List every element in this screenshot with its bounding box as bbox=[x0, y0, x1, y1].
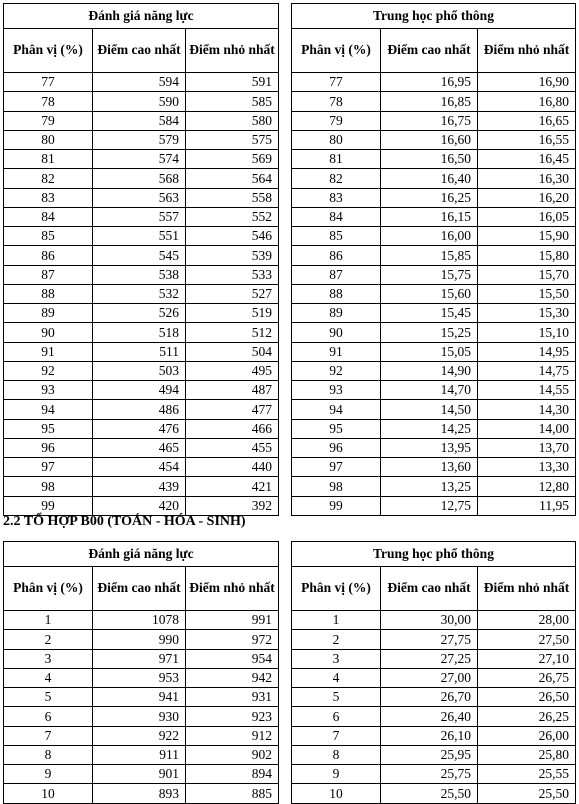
min-score-cell: 519 bbox=[186, 304, 279, 323]
table-row bbox=[292, 227, 576, 246]
percentile-cell: 86 bbox=[4, 246, 93, 265]
max-score-cell: 922 bbox=[93, 726, 186, 745]
min-score-cell: 16,45 bbox=[478, 150, 576, 169]
max-score-cell: 901 bbox=[93, 765, 186, 784]
percentile-cell: 89 bbox=[292, 304, 381, 323]
max-score-cell: 15,85 bbox=[381, 246, 478, 265]
table-row bbox=[4, 150, 279, 169]
percentile-cell: 88 bbox=[4, 284, 93, 303]
table-row bbox=[292, 207, 576, 226]
percentile-cell: 96 bbox=[4, 438, 93, 457]
table-row bbox=[292, 419, 576, 438]
table-row bbox=[4, 92, 279, 111]
min-score-cell: 580 bbox=[186, 111, 279, 130]
min-score-cell: 902 bbox=[186, 745, 279, 764]
table-row bbox=[4, 784, 279, 803]
table-row bbox=[292, 150, 576, 169]
table-row bbox=[292, 130, 576, 149]
percentile-cell: 90 bbox=[4, 323, 93, 342]
percentile-cell: 82 bbox=[292, 169, 381, 188]
table-row bbox=[292, 745, 576, 764]
col-header-min: Điểm nhỏ nhất bbox=[478, 567, 576, 611]
table-caption: Trung học phổ thông bbox=[292, 542, 576, 567]
max-score-cell: 27,75 bbox=[381, 630, 478, 649]
percentile-cell: 80 bbox=[4, 130, 93, 149]
top-thpt-table bbox=[291, 3, 576, 516]
percentile-cell: 78 bbox=[4, 92, 93, 111]
percentile-cell: 87 bbox=[292, 265, 381, 284]
col-header-min: Điểm nhỏ nhất bbox=[186, 29, 279, 73]
percentile-cell: 94 bbox=[292, 400, 381, 419]
max-score-cell: 590 bbox=[93, 92, 186, 111]
percentile-cell: 99 bbox=[292, 496, 381, 515]
percentile-cell: 92 bbox=[4, 361, 93, 380]
table-row bbox=[4, 130, 279, 149]
min-score-cell: 14,30 bbox=[478, 400, 576, 419]
max-score-cell: 25,95 bbox=[381, 745, 478, 764]
min-score-cell: 16,80 bbox=[478, 92, 576, 111]
min-score-cell: 25,55 bbox=[478, 765, 576, 784]
percentile-cell: 81 bbox=[4, 150, 93, 169]
table-row bbox=[292, 726, 576, 745]
min-score-cell: 16,05 bbox=[478, 207, 576, 226]
max-score-cell: 538 bbox=[93, 265, 186, 284]
min-score-cell: 15,90 bbox=[478, 227, 576, 246]
table-row bbox=[292, 323, 576, 342]
min-score-cell: 16,55 bbox=[478, 130, 576, 149]
min-score-cell: 954 bbox=[186, 649, 279, 668]
max-score-cell: 526 bbox=[93, 304, 186, 323]
table-row bbox=[4, 726, 279, 745]
max-score-cell: 420 bbox=[93, 496, 186, 515]
percentile-cell: 3 bbox=[4, 649, 93, 668]
table-row bbox=[4, 188, 279, 207]
table-row bbox=[292, 438, 576, 457]
table-row bbox=[292, 361, 576, 380]
min-score-cell: 558 bbox=[186, 188, 279, 207]
min-score-cell: 440 bbox=[186, 458, 279, 477]
max-score-cell: 971 bbox=[93, 649, 186, 668]
max-score-cell: 941 bbox=[93, 688, 186, 707]
min-score-cell: 16,30 bbox=[478, 169, 576, 188]
col-header-max: Điểm cao nhất bbox=[381, 567, 478, 611]
min-score-cell: 27,50 bbox=[478, 630, 576, 649]
table-row bbox=[292, 73, 576, 92]
table-row bbox=[4, 477, 279, 496]
percentile-cell: 2 bbox=[292, 630, 381, 649]
table-row bbox=[292, 707, 576, 726]
percentile-cell: 93 bbox=[4, 381, 93, 400]
max-score-cell: 16,60 bbox=[381, 130, 478, 149]
max-score-cell: 13,60 bbox=[381, 458, 478, 477]
percentile-cell: 4 bbox=[292, 668, 381, 687]
max-score-cell: 16,50 bbox=[381, 150, 478, 169]
table-row bbox=[292, 477, 576, 496]
percentile-cell: 84 bbox=[292, 207, 381, 226]
min-score-cell: 991 bbox=[186, 611, 279, 630]
max-score-cell: 518 bbox=[93, 323, 186, 342]
min-score-cell: 26,00 bbox=[478, 726, 576, 745]
min-score-cell: 931 bbox=[186, 688, 279, 707]
percentile-cell: 7 bbox=[4, 726, 93, 745]
max-score-cell: 584 bbox=[93, 111, 186, 130]
percentile-cell: 96 bbox=[292, 438, 381, 457]
percentile-cell: 91 bbox=[4, 342, 93, 361]
min-score-cell: 591 bbox=[186, 73, 279, 92]
max-score-cell: 494 bbox=[93, 381, 186, 400]
max-score-cell: 14,70 bbox=[381, 381, 478, 400]
percentile-cell: 2 bbox=[4, 630, 93, 649]
percentile-cell: 1 bbox=[4, 611, 93, 630]
table-row bbox=[4, 765, 279, 784]
max-score-cell: 476 bbox=[93, 419, 186, 438]
max-score-cell: 557 bbox=[93, 207, 186, 226]
max-score-cell: 16,25 bbox=[381, 188, 478, 207]
top-dgnl-table bbox=[3, 3, 279, 516]
table-row bbox=[292, 304, 576, 323]
min-score-cell: 15,80 bbox=[478, 246, 576, 265]
percentile-cell: 6 bbox=[292, 707, 381, 726]
max-score-cell: 911 bbox=[93, 745, 186, 764]
table-row bbox=[4, 419, 279, 438]
min-score-cell: 14,75 bbox=[478, 361, 576, 380]
min-score-cell: 495 bbox=[186, 361, 279, 380]
min-score-cell: 455 bbox=[186, 438, 279, 457]
table-caption: Trung học phổ thông bbox=[292, 4, 576, 29]
table-row bbox=[292, 92, 576, 111]
percentile-cell: 8 bbox=[4, 745, 93, 764]
max-score-cell: 15,60 bbox=[381, 284, 478, 303]
max-score-cell: 14,50 bbox=[381, 400, 478, 419]
percentile-cell: 1 bbox=[292, 611, 381, 630]
col-header-percentile: Phân vị (%) bbox=[4, 567, 93, 611]
max-score-cell: 16,40 bbox=[381, 169, 478, 188]
min-score-cell: 28,00 bbox=[478, 611, 576, 630]
table-row bbox=[4, 227, 279, 246]
percentile-cell: 79 bbox=[292, 111, 381, 130]
table-row bbox=[292, 630, 576, 649]
table-row bbox=[4, 284, 279, 303]
min-score-cell: 26,50 bbox=[478, 688, 576, 707]
min-score-cell: 16,20 bbox=[478, 188, 576, 207]
min-score-cell: 533 bbox=[186, 265, 279, 284]
max-score-cell: 953 bbox=[93, 668, 186, 687]
max-score-cell: 465 bbox=[93, 438, 186, 457]
percentile-cell: 82 bbox=[4, 169, 93, 188]
table-row bbox=[292, 400, 576, 419]
table-row bbox=[292, 668, 576, 687]
col-header-min: Điểm nhỏ nhất bbox=[186, 567, 279, 611]
min-score-cell: 504 bbox=[186, 342, 279, 361]
min-score-cell: 27,10 bbox=[478, 649, 576, 668]
min-score-cell: 512 bbox=[186, 323, 279, 342]
min-score-cell: 15,10 bbox=[478, 323, 576, 342]
table-row bbox=[292, 342, 576, 361]
table-row bbox=[4, 745, 279, 764]
max-score-cell: 16,85 bbox=[381, 92, 478, 111]
table-row bbox=[4, 381, 279, 400]
table-row bbox=[4, 207, 279, 226]
max-score-cell: 990 bbox=[93, 630, 186, 649]
percentile-cell: 81 bbox=[292, 150, 381, 169]
percentile-cell: 10 bbox=[292, 784, 381, 803]
table-row bbox=[4, 246, 279, 265]
min-score-cell: 16,90 bbox=[478, 73, 576, 92]
min-score-cell: 15,50 bbox=[478, 284, 576, 303]
percentile-cell: 85 bbox=[4, 227, 93, 246]
table-row bbox=[292, 784, 576, 803]
max-score-cell: 25,75 bbox=[381, 765, 478, 784]
table-row bbox=[292, 246, 576, 265]
max-score-cell: 27,00 bbox=[381, 668, 478, 687]
percentile-cell: 99 bbox=[4, 496, 93, 515]
percentile-cell: 79 bbox=[4, 111, 93, 130]
min-score-cell: 552 bbox=[186, 207, 279, 226]
percentile-cell: 9 bbox=[292, 765, 381, 784]
min-score-cell: 11,95 bbox=[478, 496, 576, 515]
table-row bbox=[4, 688, 279, 707]
percentile-cell: 94 bbox=[4, 400, 93, 419]
max-score-cell: 14,25 bbox=[381, 419, 478, 438]
percentile-cell: 5 bbox=[292, 688, 381, 707]
col-header-percentile: Phân vị (%) bbox=[292, 567, 381, 611]
table-row bbox=[4, 496, 279, 515]
percentile-cell: 84 bbox=[4, 207, 93, 226]
table-row bbox=[4, 169, 279, 188]
min-score-cell: 15,30 bbox=[478, 304, 576, 323]
col-header-max: Điểm cao nhất bbox=[93, 567, 186, 611]
min-score-cell: 466 bbox=[186, 419, 279, 438]
max-score-cell: 26,70 bbox=[381, 688, 478, 707]
table-row bbox=[4, 438, 279, 457]
table-row bbox=[292, 496, 576, 515]
min-score-cell: 25,50 bbox=[478, 784, 576, 803]
min-score-cell: 546 bbox=[186, 227, 279, 246]
min-score-cell: 13,30 bbox=[478, 458, 576, 477]
min-score-cell: 12,80 bbox=[478, 477, 576, 496]
min-score-cell: 14,55 bbox=[478, 381, 576, 400]
table-row bbox=[292, 649, 576, 668]
percentile-cell: 95 bbox=[4, 419, 93, 438]
min-score-cell: 15,70 bbox=[478, 265, 576, 284]
max-score-cell: 15,25 bbox=[381, 323, 478, 342]
min-score-cell: 912 bbox=[186, 726, 279, 745]
percentile-cell: 80 bbox=[292, 130, 381, 149]
percentile-cell: 78 bbox=[292, 92, 381, 111]
max-score-cell: 930 bbox=[93, 707, 186, 726]
min-score-cell: 14,95 bbox=[478, 342, 576, 361]
bottom-dgnl-table bbox=[3, 541, 279, 804]
min-score-cell: 942 bbox=[186, 668, 279, 687]
percentile-cell: 85 bbox=[292, 227, 381, 246]
max-score-cell: 439 bbox=[93, 477, 186, 496]
col-header-max: Điểm cao nhất bbox=[381, 29, 478, 73]
percentile-cell: 98 bbox=[292, 477, 381, 496]
table-row bbox=[4, 342, 279, 361]
min-score-cell: 13,70 bbox=[478, 438, 576, 457]
min-score-cell: 14,00 bbox=[478, 419, 576, 438]
percentile-cell: 90 bbox=[292, 323, 381, 342]
max-score-cell: 30,00 bbox=[381, 611, 478, 630]
table-row bbox=[4, 458, 279, 477]
max-score-cell: 1078 bbox=[93, 611, 186, 630]
percentile-cell: 86 bbox=[292, 246, 381, 265]
max-score-cell: 503 bbox=[93, 361, 186, 380]
table-row bbox=[292, 188, 576, 207]
table-row bbox=[4, 111, 279, 130]
min-score-cell: 923 bbox=[186, 707, 279, 726]
max-score-cell: 16,15 bbox=[381, 207, 478, 226]
min-score-cell: 585 bbox=[186, 92, 279, 111]
table-row bbox=[4, 265, 279, 284]
max-score-cell: 545 bbox=[93, 246, 186, 265]
table-row bbox=[292, 284, 576, 303]
table-row bbox=[4, 649, 279, 668]
max-score-cell: 511 bbox=[93, 342, 186, 361]
percentile-cell: 87 bbox=[4, 265, 93, 284]
min-score-cell: 564 bbox=[186, 169, 279, 188]
min-score-cell: 487 bbox=[186, 381, 279, 400]
table-row bbox=[4, 304, 279, 323]
percentile-cell: 5 bbox=[4, 688, 93, 707]
max-score-cell: 26,40 bbox=[381, 707, 478, 726]
table-row bbox=[4, 630, 279, 649]
min-score-cell: 569 bbox=[186, 150, 279, 169]
min-score-cell: 539 bbox=[186, 246, 279, 265]
percentile-cell: 91 bbox=[292, 342, 381, 361]
max-score-cell: 579 bbox=[93, 130, 186, 149]
percentile-cell: 6 bbox=[4, 707, 93, 726]
col-header-max: Điểm cao nhất bbox=[93, 29, 186, 73]
min-score-cell: 26,75 bbox=[478, 668, 576, 687]
max-score-cell: 15,75 bbox=[381, 265, 478, 284]
max-score-cell: 14,90 bbox=[381, 361, 478, 380]
col-header-percentile: Phân vị (%) bbox=[292, 29, 381, 73]
min-score-cell: 26,25 bbox=[478, 707, 576, 726]
max-score-cell: 594 bbox=[93, 73, 186, 92]
min-score-cell: 894 bbox=[186, 765, 279, 784]
min-score-cell: 527 bbox=[186, 284, 279, 303]
max-score-cell: 25,50 bbox=[381, 784, 478, 803]
percentile-cell: 4 bbox=[4, 668, 93, 687]
max-score-cell: 568 bbox=[93, 169, 186, 188]
max-score-cell: 16,95 bbox=[381, 73, 478, 92]
table-caption: Đánh giá năng lực bbox=[4, 4, 279, 29]
table-row bbox=[292, 111, 576, 130]
table-row bbox=[292, 381, 576, 400]
table-row bbox=[292, 169, 576, 188]
table-row bbox=[4, 73, 279, 92]
percentile-cell: 95 bbox=[292, 419, 381, 438]
min-score-cell: 421 bbox=[186, 477, 279, 496]
percentile-cell: 97 bbox=[292, 458, 381, 477]
min-score-cell: 972 bbox=[186, 630, 279, 649]
table-row bbox=[292, 458, 576, 477]
table-row bbox=[4, 400, 279, 419]
percentile-cell: 92 bbox=[292, 361, 381, 380]
min-score-cell: 392 bbox=[186, 496, 279, 515]
max-score-cell: 893 bbox=[93, 784, 186, 803]
percentile-cell: 3 bbox=[292, 649, 381, 668]
percentile-cell: 97 bbox=[4, 458, 93, 477]
min-score-cell: 25,80 bbox=[478, 745, 576, 764]
max-score-cell: 486 bbox=[93, 400, 186, 419]
min-score-cell: 575 bbox=[186, 130, 279, 149]
percentile-cell: 77 bbox=[4, 73, 93, 92]
col-header-percentile: Phân vị (%) bbox=[4, 29, 93, 73]
percentile-cell: 98 bbox=[4, 477, 93, 496]
percentile-cell: 8 bbox=[292, 745, 381, 764]
max-score-cell: 532 bbox=[93, 284, 186, 303]
max-score-cell: 551 bbox=[93, 227, 186, 246]
max-score-cell: 574 bbox=[93, 150, 186, 169]
table-row bbox=[4, 707, 279, 726]
percentile-cell: 83 bbox=[292, 188, 381, 207]
table-caption: Đánh giá năng lực bbox=[4, 542, 279, 567]
table-row bbox=[292, 611, 576, 630]
max-score-cell: 15,05 bbox=[381, 342, 478, 361]
min-score-cell: 885 bbox=[186, 784, 279, 803]
percentile-cell: 77 bbox=[292, 73, 381, 92]
min-score-cell: 16,65 bbox=[478, 111, 576, 130]
max-score-cell: 12,75 bbox=[381, 496, 478, 515]
percentile-cell: 93 bbox=[292, 381, 381, 400]
table-row bbox=[292, 688, 576, 707]
section-heading: 2.2 TỔ HỢP B00 (TOÁN - HÓA - SINH) bbox=[3, 514, 246, 529]
table-row bbox=[4, 611, 279, 630]
table-row bbox=[4, 323, 279, 342]
table-row bbox=[4, 668, 279, 687]
percentile-cell: 10 bbox=[4, 784, 93, 803]
max-score-cell: 13,25 bbox=[381, 477, 478, 496]
bottom-thpt-table bbox=[291, 541, 576, 804]
table-row bbox=[4, 361, 279, 380]
max-score-cell: 16,75 bbox=[381, 111, 478, 130]
percentile-cell: 9 bbox=[4, 765, 93, 784]
percentile-cell: 7 bbox=[292, 726, 381, 745]
max-score-cell: 27,25 bbox=[381, 649, 478, 668]
table-row bbox=[292, 765, 576, 784]
percentile-cell: 83 bbox=[4, 188, 93, 207]
max-score-cell: 454 bbox=[93, 458, 186, 477]
max-score-cell: 26,10 bbox=[381, 726, 478, 745]
max-score-cell: 16,00 bbox=[381, 227, 478, 246]
percentile-cell: 88 bbox=[292, 284, 381, 303]
max-score-cell: 15,45 bbox=[381, 304, 478, 323]
max-score-cell: 563 bbox=[93, 188, 186, 207]
max-score-cell: 13,95 bbox=[381, 438, 478, 457]
col-header-min: Điểm nhỏ nhất bbox=[478, 29, 576, 73]
min-score-cell: 477 bbox=[186, 400, 279, 419]
percentile-cell: 89 bbox=[4, 304, 93, 323]
table-row bbox=[292, 265, 576, 284]
